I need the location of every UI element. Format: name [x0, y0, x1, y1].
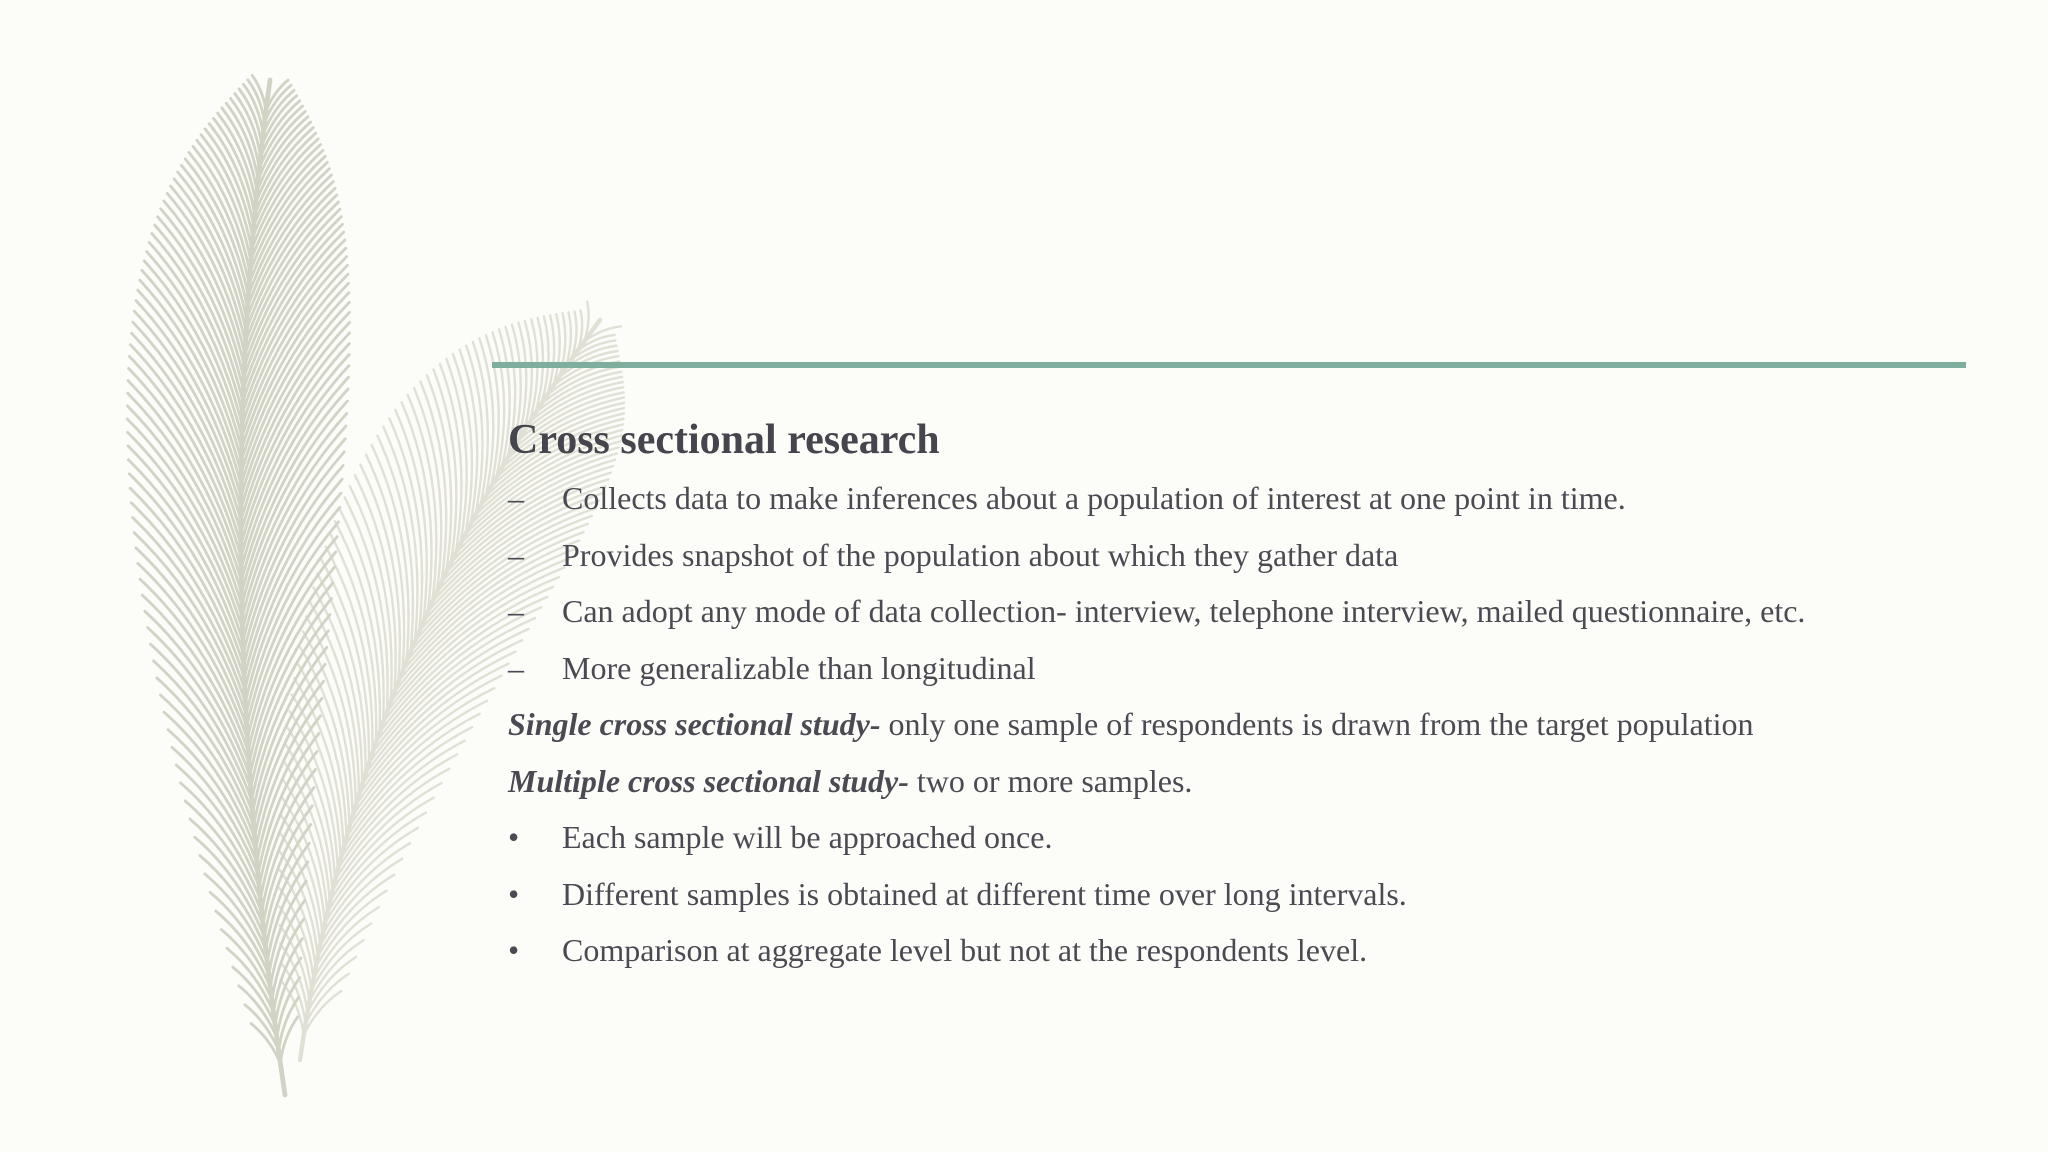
bullet-text: Collects data to make inferences about a population of interest at one point in time. — [562, 480, 1626, 516]
dash-marker: – — [508, 480, 524, 516]
definition-single — [508, 696, 1968, 753]
bullet-text: More generalizable than longitudinal — [562, 649, 1036, 686]
bullet-text: Different samples is obtained at different time over long intervals. — [562, 875, 1407, 912]
definition-text: two or more samples. — [908, 762, 1193, 799]
slide-title: Cross sectional research — [508, 417, 940, 463]
dot-marker: • — [508, 932, 520, 968]
dash-marker: – — [508, 536, 524, 573]
bullet-text: Comparison at aggregate level but not at the respondents level. — [562, 932, 1368, 968]
definition-multiple — [508, 753, 1968, 810]
slide-content — [508, 410, 1968, 979]
dash-bullet-item — [508, 470, 1968, 527]
dot-bullet-item — [508, 922, 1968, 979]
dash-marker: – — [508, 593, 524, 629]
dot-bullet-item — [508, 809, 1968, 866]
dot-bullet-item — [508, 866, 1968, 923]
bullet-text: Each sample will be approached once. — [562, 819, 1053, 855]
definition-text: only one sample of respondents is drawn from the target population — [880, 706, 1754, 742]
definition-term: Single cross sectional study- — [508, 706, 881, 742]
definition-term: Multiple cross sectional study- — [508, 762, 909, 799]
title-accent-rule — [492, 362, 1966, 368]
bullet-text: Can adopt any mode of data collection- interview, telephone interview, mailed questionnaire, etc. — [562, 593, 1806, 629]
dot-marker: • — [508, 875, 520, 912]
dash-marker: – — [508, 649, 524, 686]
dash-bullet-item — [508, 640, 1968, 697]
dash-bullet-item — [508, 527, 1968, 584]
dot-marker: • — [508, 819, 520, 855]
dash-bullet-item — [508, 583, 1968, 640]
bullet-text: Provides snapshot of the population about which they gather data — [562, 536, 1399, 573]
